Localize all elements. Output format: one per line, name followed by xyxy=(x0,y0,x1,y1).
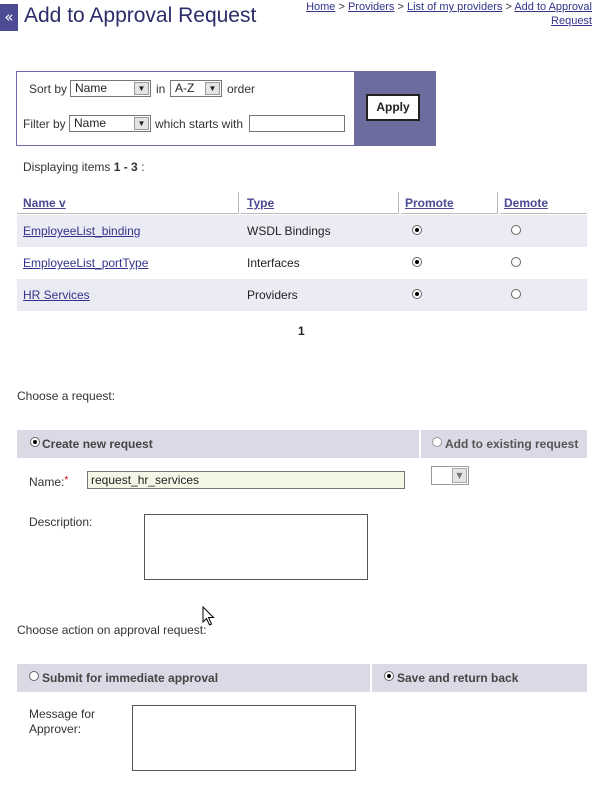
breadcrumb-current-link[interactable]: Add to Approval xyxy=(514,1,592,13)
page-title: Add to Approval Request xyxy=(24,4,257,27)
required-mark: * xyxy=(64,475,69,486)
choose-action-label: Choose action on approval request: xyxy=(17,623,207,637)
filter-by-label: Filter by xyxy=(23,117,66,131)
order-select[interactable] xyxy=(170,80,222,97)
breadcrumb-current-link-cont[interactable]: Request xyxy=(551,15,592,27)
pagination-current-page: 1 xyxy=(298,324,305,338)
chevron-down-icon[interactable]: ▼ xyxy=(452,468,467,483)
column-header-promote xyxy=(401,192,498,214)
displaying-prefix: Displaying items xyxy=(23,160,111,174)
breadcrumb xyxy=(262,0,592,28)
in-label: in xyxy=(156,82,166,96)
sort-by-value: Name xyxy=(75,81,108,95)
save-return-radio[interactable] xyxy=(384,671,394,681)
message-textarea[interactable] xyxy=(132,705,356,771)
create-new-request-radio[interactable] xyxy=(30,437,40,447)
add-existing-request-radio[interactable] xyxy=(432,437,442,447)
table-row xyxy=(17,279,587,311)
column-header-type xyxy=(241,192,399,214)
sort-demote-link[interactable]: Demote xyxy=(504,196,549,210)
sort-by-label: Sort by xyxy=(29,82,68,96)
item-name-link[interactable]: HR Services xyxy=(23,288,90,302)
create-new-request-bar xyxy=(17,430,419,458)
filter-by-value: Name xyxy=(74,116,107,130)
demote-radio[interactable] xyxy=(511,225,521,235)
item-name-link[interactable]: EmployeeList_portType xyxy=(23,256,149,270)
displaying-suffix: : xyxy=(141,160,145,174)
submit-approval-bar xyxy=(17,664,370,692)
add-existing-request-bar xyxy=(421,430,587,458)
request-name-label xyxy=(29,475,68,489)
chevron-down-icon[interactable]: ▼ xyxy=(134,82,149,95)
save-return-label: Save and return back xyxy=(397,671,519,685)
item-type: Interfaces xyxy=(247,256,300,270)
message-label xyxy=(29,707,95,737)
table-header xyxy=(17,192,587,214)
description-label: Description: xyxy=(29,515,93,529)
demote-radio[interactable] xyxy=(511,289,521,299)
breadcrumb-separator: > xyxy=(338,1,345,13)
breadcrumb-providers-link[interactable]: Providers xyxy=(347,1,395,13)
order-value: A-Z xyxy=(175,81,195,95)
starts-with-input[interactable] xyxy=(249,115,345,132)
breadcrumb-home-link[interactable]: Home xyxy=(306,1,336,13)
displaying-range: 1 - 3 xyxy=(113,160,138,174)
sort-promote-link[interactable]: Promote xyxy=(405,196,454,210)
submit-approval-label: Submit for immediate approval xyxy=(42,671,219,685)
submit-approval-radio[interactable] xyxy=(29,671,39,681)
collapse-panel-button[interactable]: « xyxy=(0,4,18,31)
item-name-link[interactable]: EmployeeList_binding xyxy=(23,224,141,238)
chevron-down-icon[interactable]: ▼ xyxy=(134,117,149,130)
description-textarea[interactable] xyxy=(144,514,368,580)
message-label-line1: Message for xyxy=(29,707,96,721)
table-row xyxy=(17,215,587,247)
sort-type-link[interactable]: Type xyxy=(247,196,275,210)
save-return-bar xyxy=(372,664,587,692)
column-header-name xyxy=(17,192,239,214)
create-new-request-label: Create new request xyxy=(42,437,153,451)
starts-with-label: which starts with xyxy=(155,117,244,131)
existing-request-select[interactable] xyxy=(431,466,469,485)
displaying-summary xyxy=(23,160,144,174)
add-existing-request-label: Add to existing request xyxy=(445,437,579,451)
demote-radio[interactable] xyxy=(511,257,521,267)
breadcrumb-separator: > xyxy=(505,1,512,13)
promote-radio[interactable] xyxy=(412,225,422,235)
item-type: WSDL Bindings xyxy=(247,224,331,238)
promote-radio[interactable] xyxy=(412,289,422,299)
breadcrumb-separator: > xyxy=(397,1,404,13)
breadcrumb-list-link[interactable]: List of my providers xyxy=(407,1,503,13)
promote-radio[interactable] xyxy=(412,257,422,267)
column-header-demote xyxy=(500,192,587,214)
choose-request-label: Choose a request: xyxy=(17,389,116,403)
item-type: Providers xyxy=(247,288,298,302)
message-label-line2: Approver: xyxy=(29,722,82,736)
filter-by-select[interactable] xyxy=(69,115,151,132)
apply-button[interactable]: Apply xyxy=(366,94,420,121)
chevron-down-icon[interactable]: ▼ xyxy=(205,82,220,95)
sort-by-select[interactable] xyxy=(70,80,151,97)
request-name-input[interactable]: request_hr_services xyxy=(87,471,405,489)
order-label: order xyxy=(227,82,256,96)
sort-name-link[interactable]: Name v xyxy=(23,196,66,210)
table-row xyxy=(17,247,587,279)
request-name-label-text: Name: xyxy=(29,475,65,489)
